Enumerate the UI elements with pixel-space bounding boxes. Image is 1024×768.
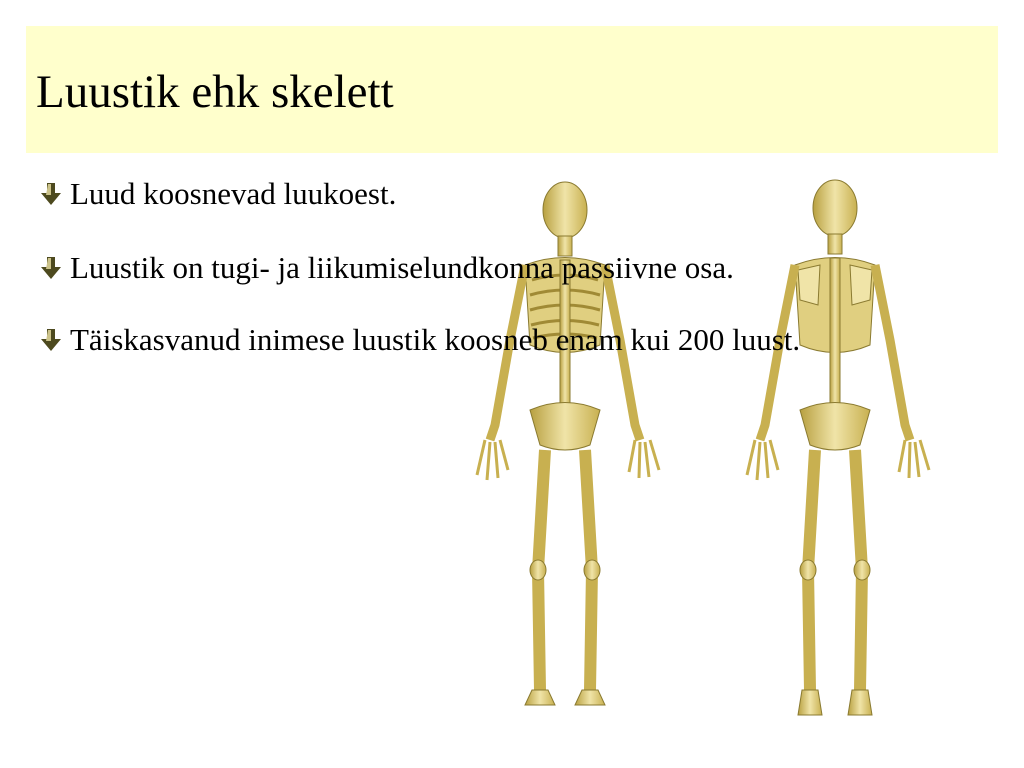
- bullet-text: Luud koosnevad luukoest.: [70, 176, 397, 211]
- title-bar: [26, 26, 998, 153]
- arrow-down-bullet-icon: [40, 182, 62, 206]
- bullet-item: [36, 246, 936, 290]
- bullet-list: [36, 172, 936, 392]
- bullet-text: Täiskasvanud inimese luustik koosneb enam kui 200 luust.: [70, 322, 801, 357]
- bullet-item: [36, 172, 936, 216]
- bullet-text: Luustik on tugi- ja liikumiselundkonna passiivne osa.: [70, 250, 734, 285]
- slide-title: Luustik ehk skelett: [36, 66, 394, 118]
- arrow-down-bullet-icon: [40, 328, 62, 352]
- bullet-item: [36, 318, 936, 362]
- arrow-down-bullet-icon: [40, 256, 62, 280]
